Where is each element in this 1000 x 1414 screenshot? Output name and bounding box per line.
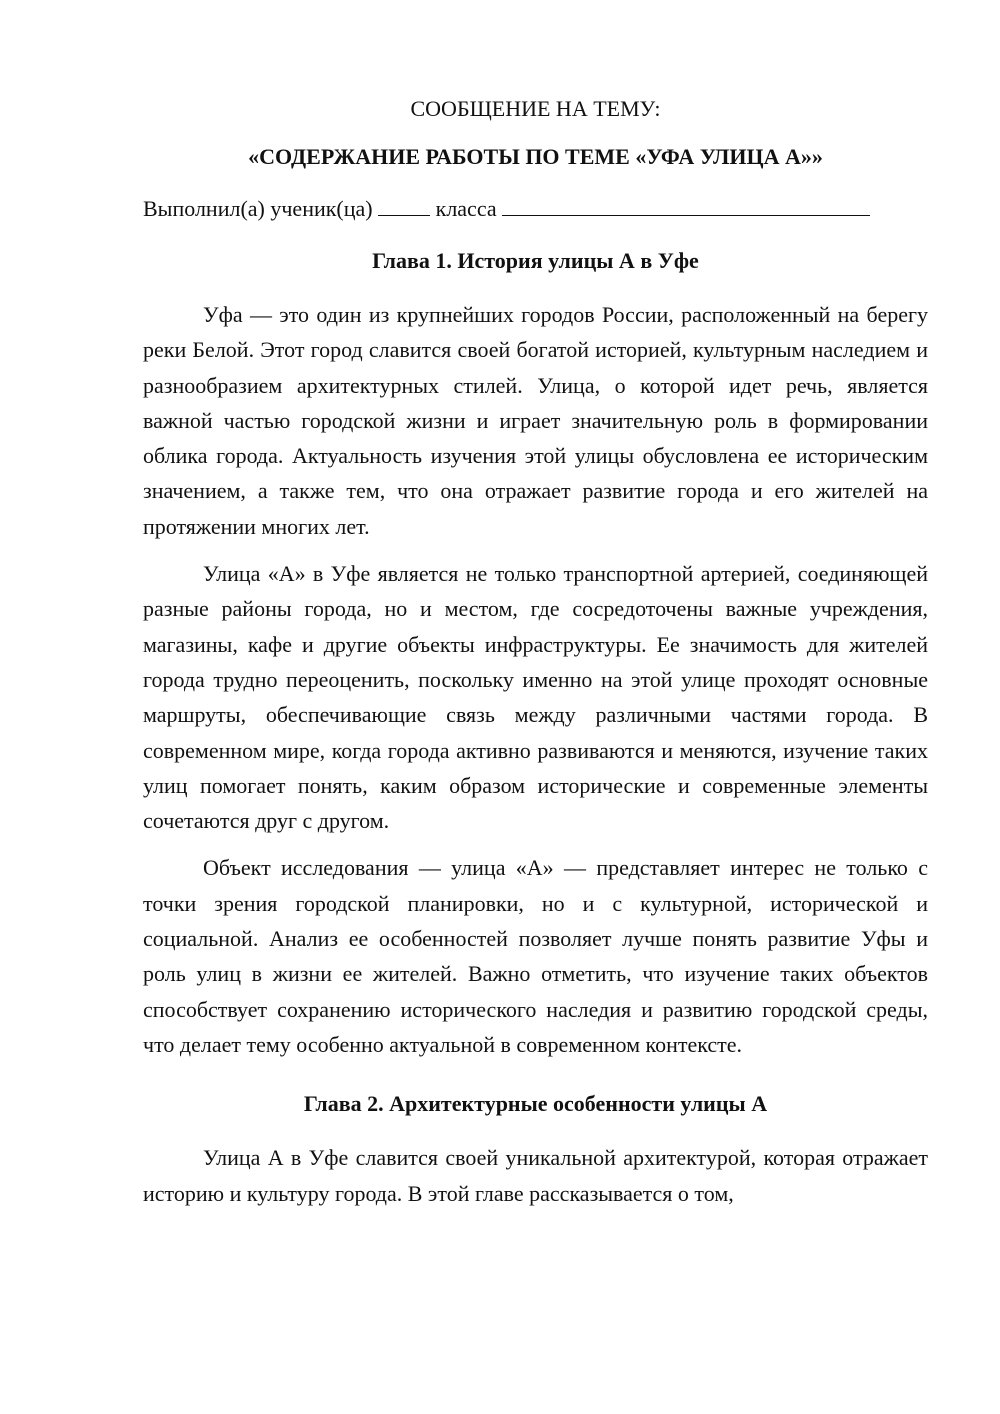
student-class-label: класса	[435, 196, 497, 221]
chapter-1-paragraph-3: Объект исследования — улица «А» — представляет интерес не только с точки зрения городской планировки, но и с культурной, исторической и социальной. Анализ ее особенностей позволяет лучше понять развитие Уфы и роль улиц в жизни ее жителей. Важно отметить, что изучение таких объектов способствует сохранению исторического наследия и развитию городской среды, что делает тему особенно актуальной в современном контексте.	[143, 855, 928, 1057]
class-blank	[502, 195, 870, 216]
grade-blank	[378, 195, 430, 216]
chapter-2-paragraph-1: Улица А в Уфе славится своей уникальной архитектурой, которая отражает историю и культуру города. В этой главе рассказывается о том,	[143, 1145, 928, 1206]
page-content	[143, 93, 928, 1223]
chapter-1-paragraph-1: Уфа — это один из крупнейших городов России, расположенный на берегу реки Белой. Этот город славится своей богатой историей, культурным наследием и разнообразием архитектурных стилей. Улица, о которой идет речь, является важной частью городской жизни и играет значительную роль в формировании облика города. Актуальность изучения этой улицы обусловлена ее историческим значением, а также тем, что она отражает развитие города и его жителей на протяжении многих лет.	[143, 302, 928, 539]
document-title-line-2: «СОДЕРЖАНИЕ РАБОТЫ ПО ТЕМЕ «УФА УЛИЦА А»»	[248, 144, 823, 169]
student-line	[143, 193, 928, 225]
chapter-1-paragraph-2: Улица «А» в Уфе является не только транспортной артерией, соединяющей разные районы города, но и местом, где сосредоточены важные учреждения, магазины, кафе и другие объекты инфраструктуры. Ее значимость для жителей города трудно переоценить, поскольку именно на этой улице проходят основные маршруты, обеспечивающие связь между различными частями города. В современном мире, когда города активно развиваются и меняются, изучение таких улиц помогает понять, каким образом исторические и современные элементы сочетаются друг с другом.	[143, 561, 928, 834]
student-prefix: Выполнил(а) ученик(ца)	[143, 196, 373, 221]
document-title-line-1: СООБЩЕНИЕ НА ТЕМУ:	[410, 96, 661, 121]
chapter-2-heading: Глава 2. Архитектурные особенности улицы А	[303, 1091, 768, 1117]
chapter-1-heading: Глава 1. История улицы А в Уфе	[372, 248, 699, 273]
